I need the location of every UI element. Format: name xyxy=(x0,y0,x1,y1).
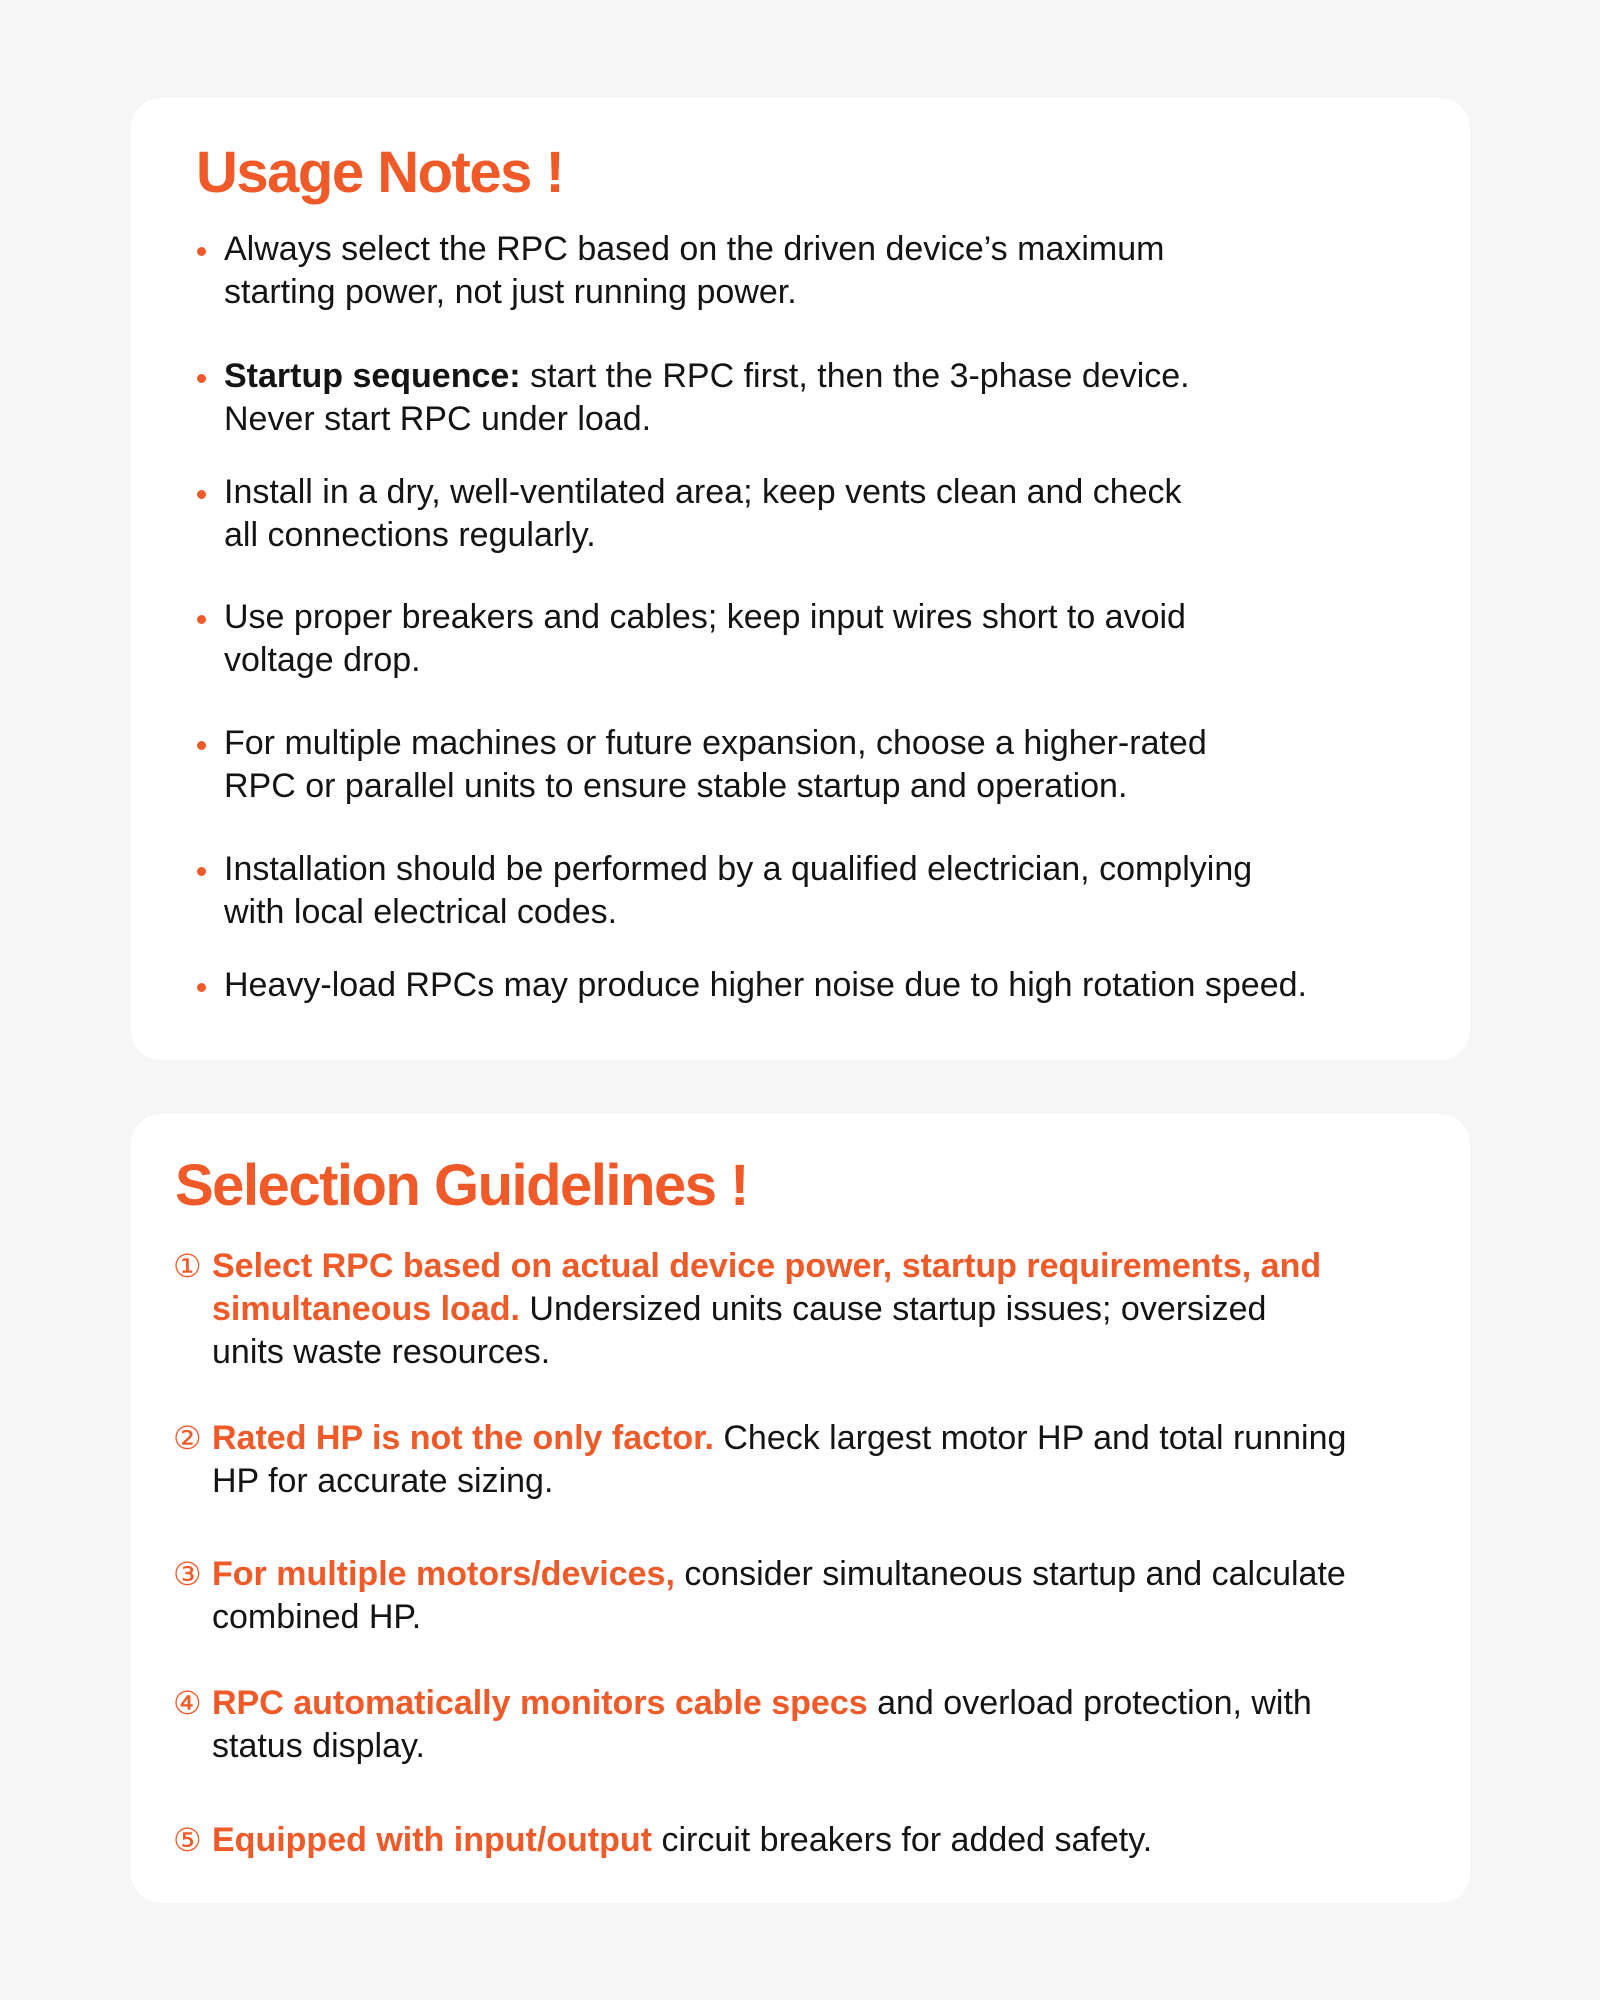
usage-note-bold-lead: Startup sequence: xyxy=(224,357,521,395)
usage-note-item xyxy=(197,848,1252,934)
usage-note-text xyxy=(224,228,1164,314)
guideline-item xyxy=(173,1417,1346,1503)
usage-note-text xyxy=(224,471,1182,557)
guideline-rest: circuit breakers for added safety. xyxy=(652,1821,1153,1859)
guideline-line xyxy=(212,1288,1321,1331)
usage-note-line: RPC or parallel units to ensure stable startup and operation. xyxy=(224,767,1128,805)
usage-note-text xyxy=(224,722,1207,808)
bullet-dot-icon xyxy=(197,867,206,876)
usage-note-line: For multiple machines or future expansion, choose a higher-rated xyxy=(224,724,1207,762)
circled-number-two-icon: ② xyxy=(173,1420,202,1456)
circled-number-four-icon: ④ xyxy=(173,1685,202,1721)
guideline-item xyxy=(173,1682,1312,1768)
guideline-line xyxy=(212,1417,1346,1460)
usage-notes-title: Usage Notes ! xyxy=(196,140,564,205)
usage-note-item xyxy=(197,228,1164,314)
guideline-line xyxy=(212,1819,1152,1862)
guideline-item xyxy=(173,1819,1152,1862)
guideline-text xyxy=(212,1819,1152,1862)
usage-note-text xyxy=(224,964,1307,1007)
guideline-text xyxy=(212,1682,1312,1768)
usage-note-line: voltage drop. xyxy=(224,641,421,679)
usage-note-line: Install in a dry, well-ventilated area; keep vents clean and check xyxy=(224,473,1182,511)
usage-note-line: Heavy-load RPCs may produce higher noise due to high rotation speed. xyxy=(224,966,1307,1004)
usage-note-line: Never start RPC under load. xyxy=(224,400,652,438)
circled-number-five-icon: ⑤ xyxy=(173,1822,202,1858)
bullet-dot-icon xyxy=(197,741,206,750)
usage-note-lead-rest: start the RPC first, then the 3-phase device. xyxy=(520,357,1190,395)
bullet-dot-icon xyxy=(197,247,206,256)
usage-note-text xyxy=(224,355,1190,441)
bullet-dot-icon xyxy=(197,983,206,992)
guideline-rest: Undersized units cause startup issues; oversized xyxy=(519,1290,1267,1328)
bullet-dot-icon xyxy=(197,374,206,383)
usage-note-line: with local electrical codes. xyxy=(224,893,618,931)
guideline-highlight: Rated HP is not the only factor. xyxy=(212,1419,714,1457)
usage-note-item xyxy=(197,596,1186,682)
guideline-highlight: RPC automatically monitors cable specs xyxy=(212,1684,868,1722)
usage-note-item xyxy=(197,471,1182,557)
guideline-line: combined HP. xyxy=(212,1598,422,1636)
circled-number-one-icon: ① xyxy=(173,1248,202,1284)
guideline-line: HP for accurate sizing. xyxy=(212,1462,554,1500)
usage-note-item xyxy=(197,964,1307,1007)
usage-note-item xyxy=(197,355,1190,441)
guideline-highlight: simultaneous load. xyxy=(212,1290,520,1328)
usage-note-line: Always select the RPC based on the driven device’s maximum xyxy=(224,230,1165,268)
guideline-line xyxy=(212,1553,1346,1596)
usage-note-item xyxy=(197,722,1207,808)
usage-note-line: Installation should be performed by a qualified electrician, complying xyxy=(224,850,1253,888)
guideline-line: units waste resources. xyxy=(212,1333,551,1371)
guideline-text xyxy=(212,1245,1321,1374)
usage-note-line: Use proper breakers and cables; keep input wires short to avoid xyxy=(224,598,1186,636)
guideline-rest: consider simultaneous startup and calculate xyxy=(674,1555,1346,1593)
circled-number-three-icon: ③ xyxy=(173,1556,202,1592)
bullet-dot-icon xyxy=(197,615,206,624)
guideline-line: status display. xyxy=(212,1727,425,1765)
bullet-dot-icon xyxy=(197,490,206,499)
guideline-text xyxy=(212,1417,1346,1503)
guideline-rest: and overload protection, with xyxy=(867,1684,1312,1722)
usage-note-line xyxy=(224,355,1190,398)
guideline-text xyxy=(212,1553,1346,1639)
guideline-line xyxy=(212,1682,1312,1725)
guideline-line xyxy=(212,1245,1321,1288)
guideline-highlight: For multiple motors/devices, xyxy=(212,1555,675,1593)
usage-notes-card xyxy=(131,98,1470,1060)
usage-note-line: starting power, not just running power. xyxy=(224,273,797,311)
guideline-highlight: Select RPC based on actual device power, startup requirements, and xyxy=(212,1247,1322,1285)
guideline-rest: Check largest motor HP and total running xyxy=(713,1419,1347,1457)
usage-note-text xyxy=(224,596,1186,682)
selection-guidelines-title: Selection Guidelines ! xyxy=(175,1153,748,1218)
guideline-item xyxy=(173,1245,1321,1374)
usage-note-line: all connections regularly. xyxy=(224,516,596,554)
guideline-highlight: Equipped with input/output xyxy=(212,1821,652,1859)
selection-guidelines-card xyxy=(131,1114,1470,1903)
guideline-item xyxy=(173,1553,1346,1639)
usage-note-text xyxy=(224,848,1252,934)
